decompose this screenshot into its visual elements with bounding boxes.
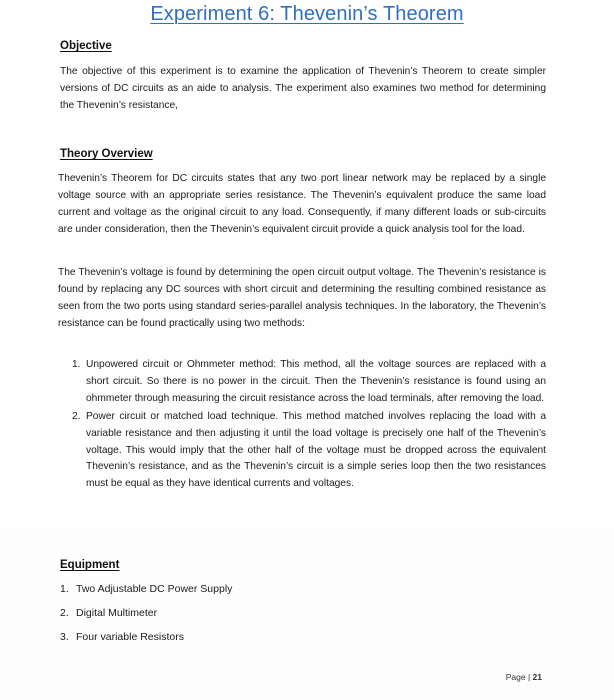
list-item-number: 3. xyxy=(60,631,69,643)
list-item-text: Digital Multimeter xyxy=(76,607,158,619)
objective-heading: Objective xyxy=(60,40,112,52)
list-item xyxy=(60,607,232,631)
document-title: Experiment 6: Thevenin’s Theorem xyxy=(150,3,464,25)
list-item-number: 1. xyxy=(72,359,81,370)
page-label: Page xyxy=(505,672,526,682)
list-item-number: 1. xyxy=(60,583,69,595)
list-item xyxy=(58,357,546,408)
theory-paragraph-2: The Thevenin’s voltage is found by determining the open circuit output voltage. The Thevenin’s resistance is found by replacing any DC sources with short circuit and determining the resulting combined resistance as seen from the two ports using standard series-parallel analysis techniques. In the laboratory, the Thevenin’s resistance can be found practically using two methods: xyxy=(58,267,546,329)
list-item-number: 2. xyxy=(72,410,81,422)
list-item-text: Power circuit or matched load technique. This method matched involves replacing the load with a variable resistance and then adjusting it until the load voltage is precisely one half of the Thevenin’s voltage. This would imply that the other half of the voltage must be dropped across the equivalent Thevenin’s resistance, and as the Thevenin’s circuit is a simple series loop then the two resistances must be equal as they have identical currents and voltages. xyxy=(86,410,546,490)
list-item-text: Four variable Resistors xyxy=(76,631,184,643)
objective-text: The objective of this experiment is to examine the application of Thevenin’s Theorem to create simpler versions of DC circuits as an aide to analysis. The experiment also examines two method for determining the Thevenin’s resistance, xyxy=(60,66,546,111)
theory-paragraph-1: Thevenin’s Theorem for DC circuits states that any two port linear network may be replaced by a single voltage source with an appropriate series resistance. The Thevenin’s equivalent produce the same load current and voltage as the original circuit to any load. Consequently, if many different loads or sub-circuits are under consideration, then the Thevenin’s equivalent circuit provide a quick analysis tool for the load. xyxy=(58,173,546,235)
list-item-text: Two Adjustable DC Power Supply xyxy=(76,583,233,595)
list-item-text: Unpowered circuit or Ohmmeter method: This method, all the voltage sources are replaced with a short circuit. So there is no power in the circuit. Then the Thevenin’s resistance is found using an ohmmeter through measuring the circuit resistance across the load terminals, after removing the load. xyxy=(86,359,546,404)
equipment-list xyxy=(60,583,232,655)
page-separator: | xyxy=(527,672,531,682)
list-item xyxy=(60,631,232,655)
resistance-methods-list xyxy=(58,357,546,494)
list-item-number: 2. xyxy=(60,607,69,619)
page-number: 21 xyxy=(532,672,542,682)
list-item xyxy=(58,409,546,494)
list-item xyxy=(60,583,232,607)
theory-heading: Theory Overview xyxy=(60,148,153,160)
page-number-footer xyxy=(506,672,542,682)
equipment-heading: Equipment xyxy=(60,559,120,571)
